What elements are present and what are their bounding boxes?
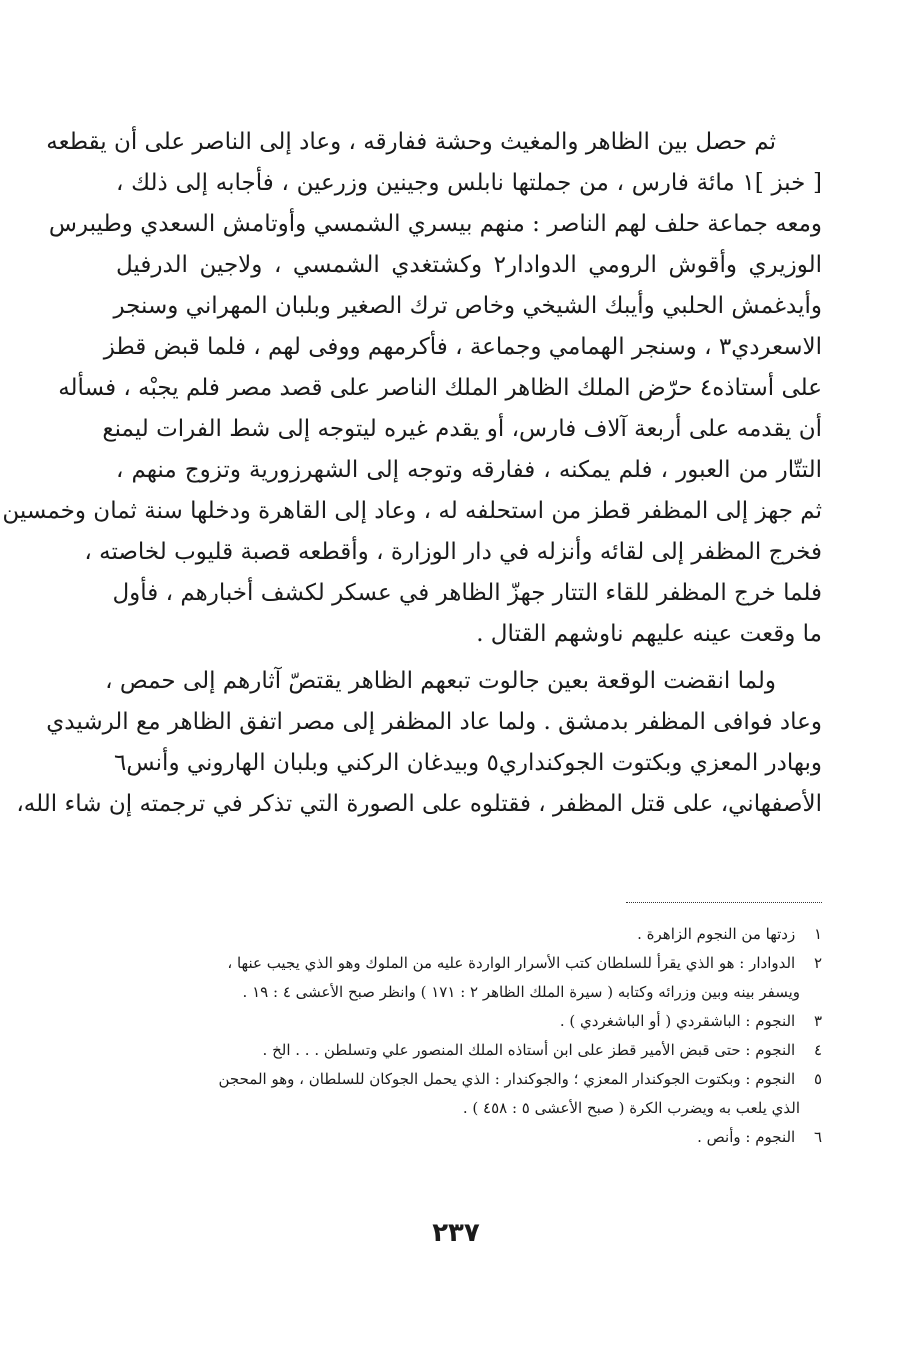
text-line: الأصفهاني، على قتل المظفر ، فقتلوه على الصورة التي تذكر في ترجمته إن شاء الله، — [16, 791, 822, 817]
text-line: وأيدغمش الحلبي وأيبك الشيخي وخاص ترك الصغير وبلبان المهراني وسنجر — [113, 293, 822, 319]
footnote-continuation: الذي يلعب به ويضرب الكرة ( صبح الأعشى ٥ : ٤٥٨ ) . — [462, 1099, 800, 1117]
footnote-continuation: ويسفر بينه وبين وزرائه وكتابه ( سيرة الملك الظاهر ٢ : ١٧١ ) وانظر صبح الأعشى ٤ : ١٩ . — [242, 983, 800, 1001]
footnote — [122, 1036, 822, 1065]
footnote-text: الدوادار : هو الذي يقرأ للسلطان كتب الأسرار الواردة عليه من الملوك وهو الذي يجيب عنها ، — [227, 954, 796, 972]
footnote-number: ١ — [813, 925, 822, 943]
text-line: وعاد فوافى المظفر بدمشق . ولما عاد المظفر إلى مصر اتفق الظاهر مع الرشيدي — [46, 709, 822, 735]
paragraph — [2, 122, 823, 655]
text-line: على أستاذه٤ حرّض الملك الظاهر الملك الناصر على قصد مصر فلم يجبْه ، فسأله — [58, 375, 822, 401]
text-line: ومعه جماعة حلف لهم الناصر : منهم بيسري الشمسي وأوتامش السعدي وطيبرس — [48, 211, 822, 237]
footnote-line — [122, 1007, 822, 1036]
footnote-line — [122, 1065, 822, 1094]
footnote-text: النجوم : الباشقردي ( أو الباشغردي ) . — [559, 1012, 796, 1030]
footnote-text: زدتها من النجوم الزاهرة . — [637, 925, 796, 943]
footnote-number: ٣ — [813, 1012, 822, 1030]
text-line: أن يقدمه على أربعة آلاف فارس، أو يقدم غيره ليتوجه إلى شط الفرات ليمنع — [102, 416, 822, 442]
footnote — [122, 920, 822, 949]
text-line: ثم حصل بين الظاهر والمغيث وحشة ففارقه ، وعاد إلى الناصر على أن يقطعه — [46, 129, 776, 155]
footnote-line — [122, 1036, 822, 1065]
paragraph — [16, 661, 822, 825]
text-line: فلما خرج المظفر للقاء التتار جهزّ الظاهر في عسكر لكشف أخبارهم ، فأول — [112, 580, 822, 606]
footnote-number: ٦ — [813, 1128, 822, 1146]
footnote-number: ٤ — [813, 1041, 822, 1059]
main-text — [2, 122, 823, 825]
footnote-line — [122, 1123, 822, 1152]
footnote-line — [122, 920, 822, 949]
footnotes — [122, 920, 822, 1152]
footnote-text: النجوم : حتى قبض الأمير قطز على ابن أستاذه الملك المنصور علي وتسلطن . . . الخ . — [262, 1041, 796, 1059]
footnote-line — [122, 949, 822, 978]
text-line: ولما انقضت الوقعة بعين جالوت تبعهم الظاهر يقتصّ آثارهم إلى حمص ، — [105, 668, 776, 694]
footnote-text: النجوم : وبكتوت الجوكندار المعزي ؛ والجوكندار : الذي يحمل الجوكان للسلطان ، وهو المحجن — [218, 1070, 796, 1088]
footnote — [122, 1065, 822, 1123]
footnote-divider — [626, 902, 822, 903]
text-line: الاسعردي٣ ، وسنجر الهمامي وجماعة ، فأكرمهم ووفى لهم ، فلما قبض قطز — [103, 334, 822, 360]
text-line: [ خبز ]١ مائة فارس ، من جملتها نابلس وجينين وزرعين ، فأجابه إلى ذلك ، — [116, 170, 822, 196]
text-line: ثم جهز إلى المظفر قطز من استحلفه له ، وعاد إلى القاهرة ودخلها سنة ثمان وخمسين — [2, 498, 822, 524]
footnote-text: النجوم : وأنص . — [697, 1128, 796, 1146]
footnote — [122, 1123, 822, 1152]
footnote-number: ٥ — [813, 1070, 822, 1088]
text-line: وبهادر المعزي وبكتوت الجوكنداري٥ وبيدغان الركني وبلبان الهاروني وأنس٦ — [113, 750, 822, 776]
text-line: التتّار من العبور ، فلم يمكنه ، ففارقه وتوجه إلى الشهرزورية وتزوج منهم ، — [116, 457, 822, 483]
footnote — [122, 1007, 822, 1036]
footnote-number: ٢ — [813, 954, 822, 972]
page-number: ٢٣٧ — [432, 1218, 480, 1248]
footnote — [122, 949, 822, 1007]
text-line: الوزيري وأقوش الرومي الدوادار٢ وكشتغدي الشمسي ، ولاجين الدرفيل — [116, 252, 823, 278]
text-line: فخرج المظفر إلى لقائه وأنزله في دار الوزارة ، وأقطعه قصبة قليوب لخاصته ، — [84, 539, 822, 565]
text-line: ما وقعت عينه عليهم ناوشهم القتال . — [476, 621, 822, 647]
